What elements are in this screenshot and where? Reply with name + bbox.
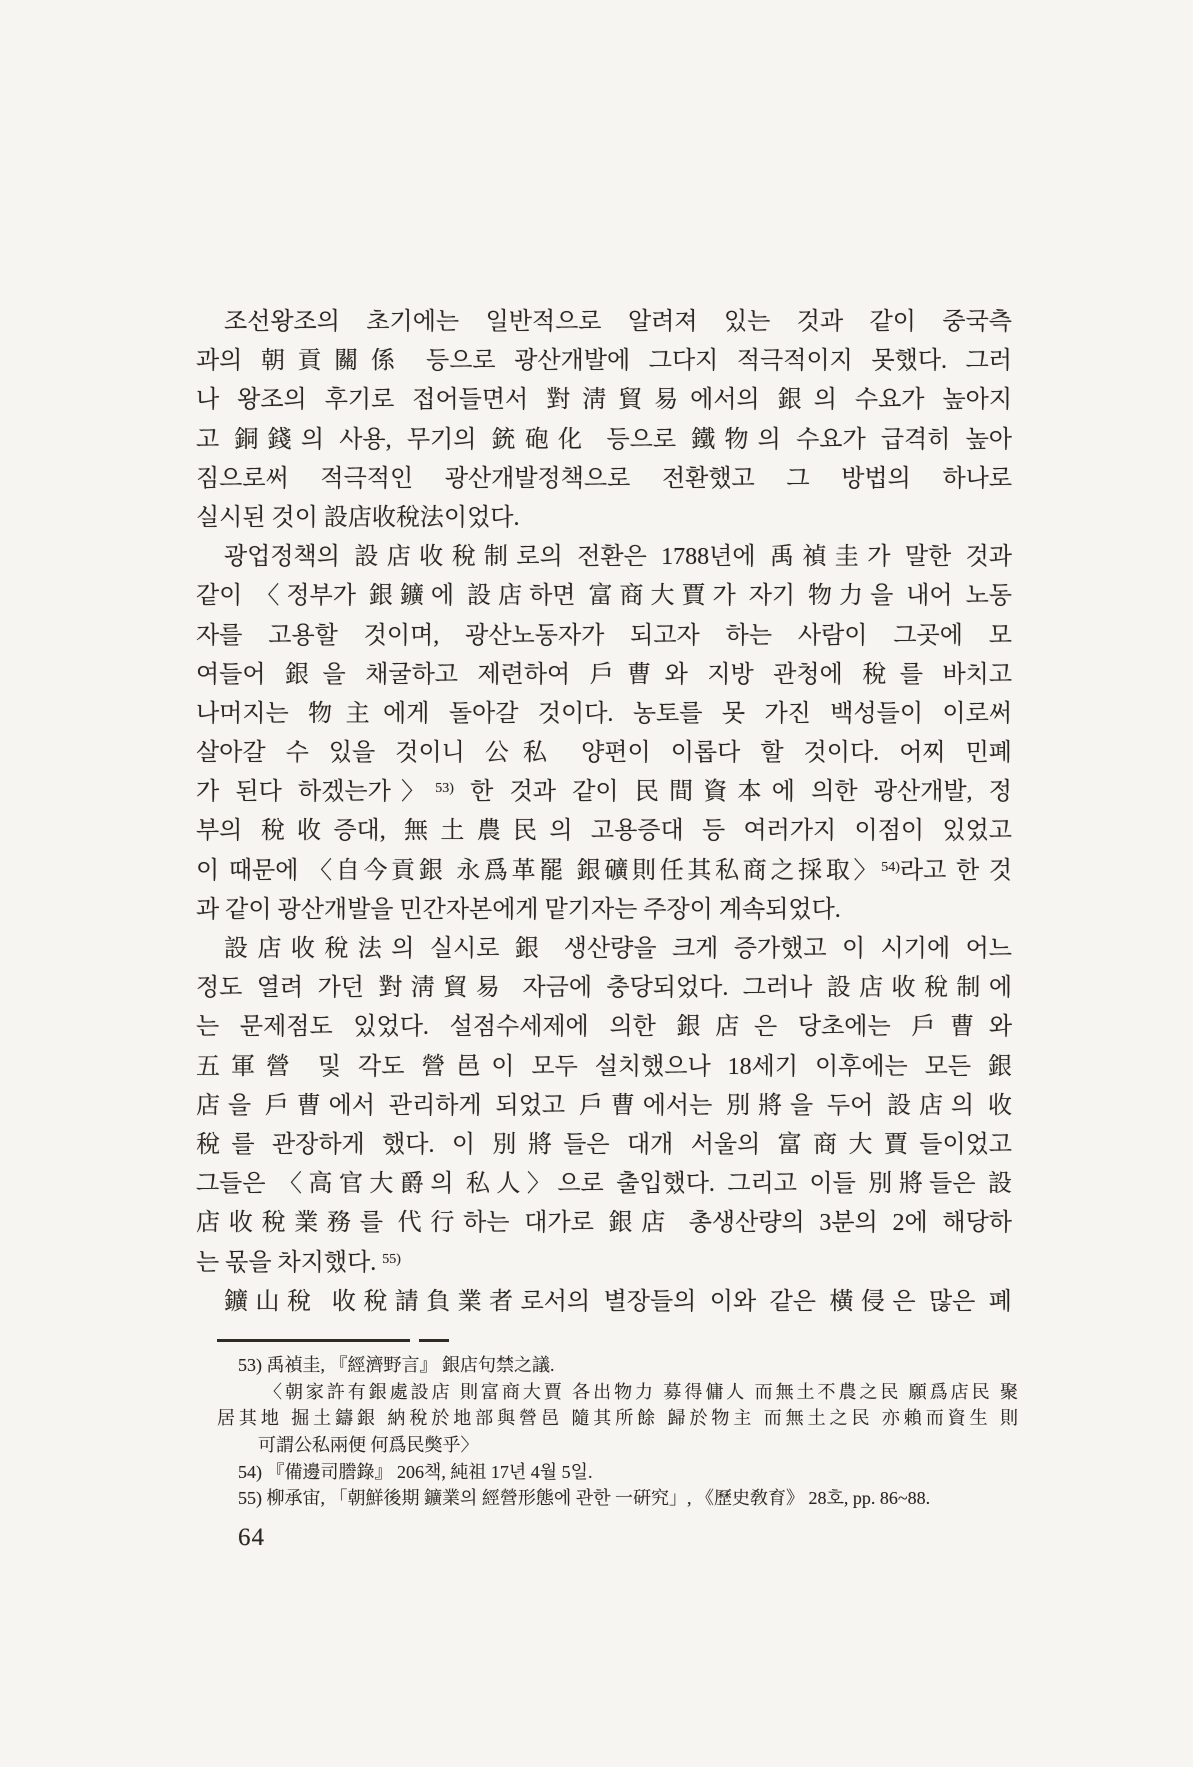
text-line: 稅를 관장하게 했다. 이 別將들은 대개 서울의 富商大賈들이었고 <box>196 1131 1012 1158</box>
page-number: 64 <box>238 1524 265 1551</box>
footnote-separator-gap <box>410 1339 419 1342</box>
footnotes <box>196 1352 1018 1512</box>
text-line: 55) 柳承宙, 「朝鮮後期 鑛業의 經營形態에 관한 一硏究」, 《歷史敎育》 28호, pp. 86~88. <box>238 1488 931 1509</box>
text-line: 자를 고용할 것이며, 광산노동자가 되고자 하는 사람이 그곳에 모 <box>196 622 1012 649</box>
text-line: 짐으로써 적극적인 광산개발정책으로 전환했고 그 방법의 하나로 <box>196 465 1012 492</box>
text-line: 居其地 掘土鑄銀 納稅於地部與營邑 隨其所餘 歸於物主 而無土之民 亦賴而資生 則 <box>217 1408 1018 1429</box>
body-text <box>196 303 1012 1322</box>
text-line: 부의 稅收증대, 無土農民의 고용증대 등 여러가지 이점이 있었고 <box>196 818 1012 845</box>
text-line: 과의 朝貢關係 등으로 광산개발에 그다지 적극적이지 못했다. 그러 <box>196 348 1012 375</box>
text-line: 店을 戶曹에서 관리하게 되었고 戶曹에서는 別將을 두어 設店의 收 <box>196 1092 1012 1119</box>
text-line: 나 왕조의 후기로 접어들면서 對淸貿易에서의 銀의 수요가 높아지 <box>196 387 1012 414</box>
text-line: 五軍營 및 각도 營邑이 모두 설치했으나 18세기 이후에는 모든 銀 <box>196 1053 1012 1080</box>
text-line: 광업정책의 設店收稅制로의 전환은 1788년에 禹禎圭가 말한 것과 <box>224 544 1012 571</box>
text-line: 可謂公私兩便 何爲民獘乎〉 <box>258 1435 479 1456</box>
text-line: 가 된다 하겠는가〉$^{53)}$ 한 것과 같이 民間資本에 의한 광산개발, 정 <box>196 779 1012 806</box>
footnote-ref: 55) <box>382 1251 401 1267</box>
text-line: 나머지는 物主에게 돌아갈 것이다. 농토를 못 가진 백성들이 이로써 <box>196 700 1012 727</box>
text-line: 그들은 〈高官大爵의 私人〉으로 출입했다. 그리고 이들 別將들은 設 <box>196 1171 1012 1198</box>
footnote-separator <box>217 1339 449 1342</box>
text-line: 店收稅業務를 代行하는 대가로 銀店 총생산량의 3분의 2에 해당하 <box>196 1210 1012 1237</box>
text-line: 과 같이 광산개발을 민간자본에게 맡기자는 주장이 계속되었다. <box>196 896 841 923</box>
text-line: 〈朝家許有銀處設店 則富商大賈 各出物力 募得傭人 而無土不農之民 願爲店民 聚 <box>264 1381 1018 1402</box>
footnote-separator-segment <box>217 1339 410 1342</box>
text-line: 는 문제점도 있었다. 설점수세제에 의한 銀店은 당초에는 戶曹와 <box>196 1014 1012 1041</box>
footnote-ref: 53) <box>435 781 454 797</box>
text-line: 같이 〈정부가 銀鑛에 設店하면 富商大賈가 자기 物力을 내어 노동 <box>196 583 1012 610</box>
text-line: 53) 禹禎圭, 『經濟野言』 銀店句禁之議. <box>238 1355 555 1375</box>
text-line: 設店收稅法의 실시로 銀 생산량을 크게 증가했고 이 시기에 어느 <box>224 936 1012 962</box>
text-line: 정도 열려 가던 對淸貿易 자금에 충당되었다. 그러나 設店收稅制에 <box>196 975 1012 1002</box>
text-line: 실시된 것이 設店收稅法이었다. <box>196 504 520 531</box>
footnote-separator-segment <box>419 1339 449 1342</box>
text-line: 이 때문에 〈自今貢銀 永爲革罷 銀礦則任其私商之採取〉$^{54)}$라고 한 것 <box>196 857 1012 884</box>
text-line: 고 銅錢의 사용, 무기의 銃砲化 등으로 鐵物의 수요가 급격히 높아 <box>196 426 1012 453</box>
text-line: 鑛山稅 收稅請負業者로서의 별장들의 이와 같은 橫侵은 많은 폐 <box>224 1288 1012 1315</box>
text-line: 조선왕조의 초기에는 일반적으로 알려져 있는 것과 같이 중국측 <box>224 309 1012 335</box>
footnote-ref: 54) <box>881 859 900 875</box>
text-line: 54) 『備邊司謄錄』 206책, 純祖 17년 4월 5일. <box>238 1461 593 1482</box>
text-line: 는 몫을 차지했다. $^{55)}$ <box>196 1249 401 1276</box>
text-line: 여들어 銀을 채굴하고 제련하여 戶曹와 지방 관청에 稅를 바치고 <box>196 661 1012 688</box>
text-line: 살아갈 수 있을 것이니 公私 양편이 이롭다 할 것이다. 어찌 민폐 <box>196 740 1012 767</box>
